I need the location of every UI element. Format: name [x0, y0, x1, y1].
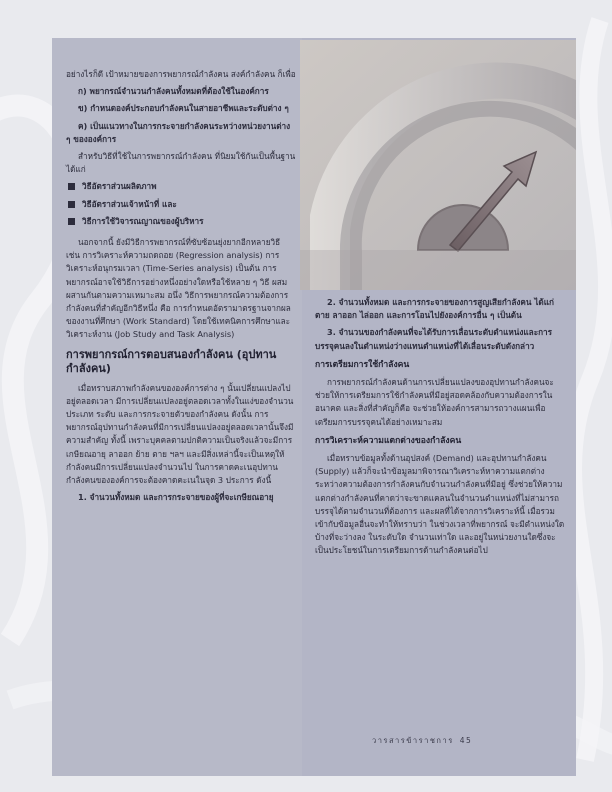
preparation-paragraph: การพยากรณ์กำลังคนด้านการเปลี่ยนแปลงของอุปทานกำลังคนจะช่วยให้การเตรียมการใช้กำลังคนที่มีอยู่สอดคล้องกับความต้องการในอนาคต และสิ่งที่สำคัญก็คือ จะช่วยให้องค์การสามารถวางแผนเพื่อเตรียมการบรรจุคนได้อย่างเหมาะสม	[315, 377, 554, 427]
numbered-item-1: 1. จำนวนทั้งหมด และการกระจายของผู้ที่จะเกษียณอายุ	[78, 492, 274, 503]
numbered-item-3: 3. จำนวนของกำลังคนที่จะได้รับการเลื่อนระดับตำแหน่งและการบรรจุคนลงในตำแหน่งว่างแทนตำแหน่งที่ได้เลื่อนระดับดังกล่าว	[315, 327, 553, 351]
goal-item-b: ข) กำหนดองค์ประกอบกำลังคนในสายอาชีพและระดับต่าง ๆ	[78, 103, 289, 114]
page-number: 45	[459, 736, 473, 745]
section-paragraph: เมื่อทราบสภาพกำลังคนขององค์การต่าง ๆ นั้นเปลี่ยนแปลงไปอยู่ตลอดเวลา มีการเปลี่ยนแปลงอยู่ตลอดเวลาทั้งในแง่ของจำนวน ประเภท ระดับ และการกระจายตัวของกำลังคน ดังนั้น การพยากรณ์อุปทานกำลังคนที่มีการเปลี่ยนแปลงอยู่ตลอดเวลานั้นจึงมีความสำคัญ ทั้งนี้ เพราะบุคคลตามปกติความเป็นจริงแล้วจะมีการเกษียณอายุ ลาออก ย้าย ตาย ฯลฯ และมีสิ่งเหล่านี้จะเป็นเหตุให้กำลังคนมีการเปลี่ยนแปลงจำนวนไป ในการคาดคะเนอุปทานกำลังคนขององค์การจะต้องคาดคะเนในจุด 3 ประการ ดังนี้	[66, 382, 294, 486]
right-column	[315, 296, 565, 562]
intro-paragraph: อย่างไรก็ดี เป้าหมายของการพยากรณ์กำลังคน สงค์กำลังคน ก็เพื่อ	[66, 69, 296, 79]
subheading-gap-analysis: การวิเคราะห์ความแตกต่างของกำลังคน	[315, 435, 462, 446]
section-heading: การพยากรณ์การตอบสนองกำลังคน (อุปทานกำลังคน)	[66, 347, 277, 375]
numbered-item-2: 2. จำนวนทั้งหมด และการกระจายของการสูญเสียกำลังคน ได้แก่ ตาย ลาออก ไล่ออก และการโอนไปยังองค์การอื่น ๆ เป็นต้น	[315, 297, 554, 321]
gauge-drawing	[300, 40, 576, 290]
subheading-preparation: การเตรียมการใช้กำลังคน	[315, 359, 410, 370]
illustration-gauge	[300, 40, 576, 290]
method-item: วิธีอัตราส่วนเจ้าหน้าที่ และ	[66, 198, 296, 211]
goal-item-a: ก) พยากรณ์จำนวนกำลังคนทั้งหมดที่ต้องใช้ในองค์การ	[78, 86, 269, 97]
methods-paragraph: นอกจากนี้ ยังมีวิธีการพยากรณ์ที่ซับซ้อนยุ่งยากอีกหลายวิธี เช่น การวิเคราะห์ความถดถอย (Regression analysis) การวิเคราะห์อนุกรมเวลา (Time-Series analysis) เป็นต้น การพยากรณ์อาจใช้วิธีการอย่างหนึ่งอย่างใดหรือใช้หลาย ๆ วิธี ผสมผสานกันตามความเหมาะสม อนึ่ง วิธีการพยากรณ์ความต้องการกำลังคนที่สำคัญอีกวิธีหนึ่ง คือ การกำหนดอัตรามาตรฐานจากผลของงานที่ศึกษา (Work Standard) โดยใช้เทคนิคการศึกษาและวิเคราะห์งาน (Job Study and Task Analysis)	[66, 237, 291, 340]
gap-analysis-paragraph: เมื่อทราบข้อมูลทั้งด้านอุปสงค์ (Demand) และอุปทานกำลังคน (Supply) แล้วก็จะนำข้อมูลมาพิจารณาวิเคราะห์หาความแตกต่างระหว่างความต้องการกำลังคนกับจำนวนกำลังคนที่มีอยู่ ซึ่งช่วยให้ความแตกต่างกำลังคนที่คาดว่าจะขาดแคลนในจำนวนตำแหน่งที่ไม่สามารถบรรจุได้ตามจำนวนที่ต้องการ และผลที่ได้จากการวิเคราะห์นี้ เมื่อรวมเข้ากับข้อมูลอื่นจะทำให้ทราบว่า ในช่วงเวลาที่พยากรณ์ จะมีตำแหน่งใดบ้างที่จะว่างลง ในระดับใด จำนวนเท่าใด และอยู่ในหน่วยงานใดซึ่งจะเป็นประโยชน์ในการเตรียมการด้านกำลังคนต่อไป	[315, 453, 565, 556]
goal-item-c: ค) เป็นแนวทางในการกระจายกำลังคนระหว่างหน่วยงานต่าง ๆ ขององค์การ	[66, 120, 291, 144]
left-column	[66, 68, 296, 508]
journal-name: วารสารข้าราชการ	[372, 736, 454, 745]
method-item: วิธีอัตราส่วนผลิตภาพ	[66, 180, 296, 193]
methods-intro: สำหรับวิธีที่ใช้ในการพยากรณ์กำลังคน ที่นิยมใช้กันเป็นพื้นฐาน ได้แก่	[66, 151, 296, 175]
page-footer	[372, 735, 472, 747]
method-item: วิธีการใช้วิจารณญาณของผู้บริหาร	[66, 215, 296, 228]
methods-list	[66, 180, 296, 228]
